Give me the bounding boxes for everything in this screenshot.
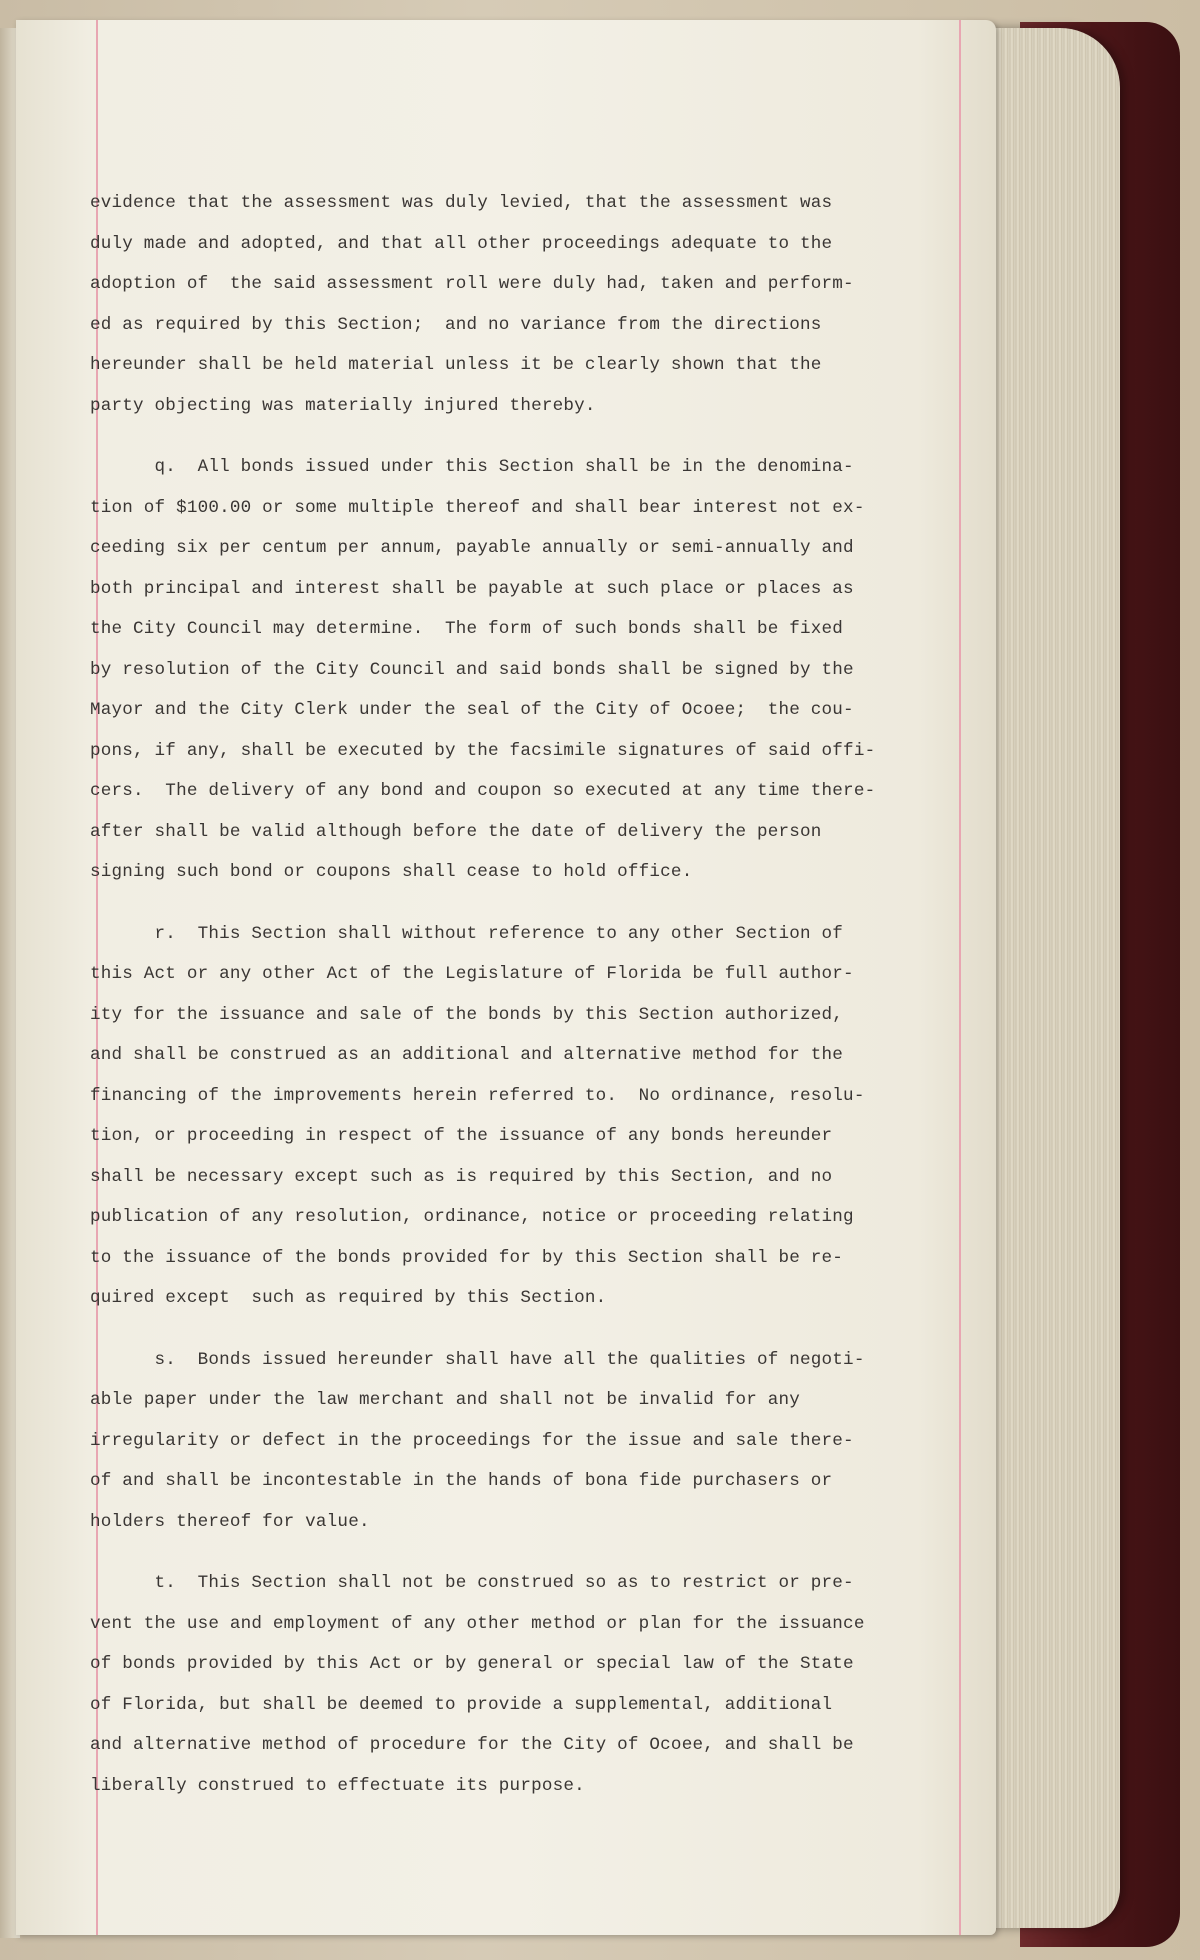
text-line: pons, if any, shall be executed by the facsimile signatures of said offi- bbox=[90, 740, 876, 761]
text-line: of bonds provided by this Act or by general or special law of the State bbox=[90, 1654, 854, 1674]
text-line: t. This Section shall not be construed so as to restrict or pre- bbox=[90, 1573, 854, 1593]
text-line: and shall be construed as an additional and alternative method for the bbox=[90, 1045, 844, 1065]
typed-text-body bbox=[90, 183, 970, 1827]
text-line: cers. The delivery of any bond and coupon so executed at any time there- bbox=[90, 781, 876, 801]
text-line: financing of the improvements herein referred to. No ordinance, resolu- bbox=[90, 1085, 865, 1106]
text-line: after shall be valid although before the date of delivery the person bbox=[90, 821, 822, 842]
text-line: publication of any resolution, ordinance, notice or proceeding relating bbox=[90, 1207, 854, 1227]
text-line: q. All bonds issued under this Section shall be in the denomina- bbox=[90, 457, 854, 477]
text-line: Mayor and the City Clerk under the seal of the City of Ocoee; the cou- bbox=[90, 700, 854, 720]
text-line: s. Bonds issued hereunder shall have all the qualities of negoti- bbox=[90, 1349, 865, 1370]
text-line: to the issuance of the bonds provided for by this Section shall be re- bbox=[90, 1247, 844, 1268]
paragraph-section-q bbox=[90, 447, 970, 893]
text-line: duly made and adopted, and that all other proceedings adequate to the bbox=[90, 233, 833, 254]
text-line: tion of $100.00 or some multiple thereof and shall bear interest not ex- bbox=[90, 497, 865, 518]
text-line: ed as required by this Section; and no variance from the directions bbox=[90, 314, 822, 335]
paragraph-section-t bbox=[90, 1563, 970, 1806]
text-line: the City Council may determine. The form of such bonds shall be fixed bbox=[90, 619, 844, 639]
text-line: hereunder shall be held material unless it be clearly shown that the bbox=[90, 355, 822, 375]
text-line: and alternative method of procedure for the City of Ocoee, and shall be bbox=[90, 1735, 854, 1755]
text-line: r. This Section shall without reference to any other Section of bbox=[90, 923, 844, 944]
text-line: by resolution of the City Council and said bonds shall be signed by the bbox=[90, 659, 854, 680]
text-line: party objecting was materially injured thereby. bbox=[90, 395, 596, 416]
paragraph-section-s bbox=[90, 1340, 970, 1543]
paragraph-section-r bbox=[90, 914, 970, 1319]
text-line: quired except such as required by this Section. bbox=[90, 1288, 607, 1308]
text-line: signing such bond or coupons shall cease to hold office. bbox=[90, 862, 693, 882]
text-line: of Florida, but shall be deemed to provide a supplemental, additional bbox=[90, 1694, 833, 1715]
text-line: liberally construed to effectuate its purpose. bbox=[90, 1775, 585, 1796]
text-line: holders thereof for value. bbox=[90, 1511, 370, 1532]
text-line: adoption of the said assessment roll were duly had, taken and perform- bbox=[90, 274, 854, 294]
text-line: both principal and interest shall be payable at such place or places as bbox=[90, 578, 854, 599]
text-line: shall be necessary except such as is required by this Section, and no bbox=[90, 1166, 833, 1187]
text-line: of and shall be incontestable in the hands of bona fide purchasers or bbox=[90, 1471, 833, 1491]
text-line: evidence that the assessment was duly levied, that the assessment was bbox=[90, 193, 833, 213]
text-line: ity for the issuance and sale of the bonds by this Section authorized, bbox=[90, 1004, 844, 1025]
text-line: irregularity or defect in the proceedings for the issue and sale there- bbox=[90, 1430, 854, 1451]
text-line: tion, or proceeding in respect of the issuance of any bonds hereunder bbox=[90, 1126, 833, 1146]
text-line: able paper under the law merchant and shall not be invalid for any bbox=[90, 1390, 801, 1410]
text-line: this Act or any other Act of the Legislature of Florida be full author- bbox=[90, 964, 854, 984]
paragraph-continuation bbox=[90, 183, 970, 426]
text-line: vent the use and employment of any other method or plan for the issuance bbox=[90, 1613, 865, 1634]
text-line: ceeding six per centum per annum, payable annually or semi-annually and bbox=[90, 538, 854, 558]
